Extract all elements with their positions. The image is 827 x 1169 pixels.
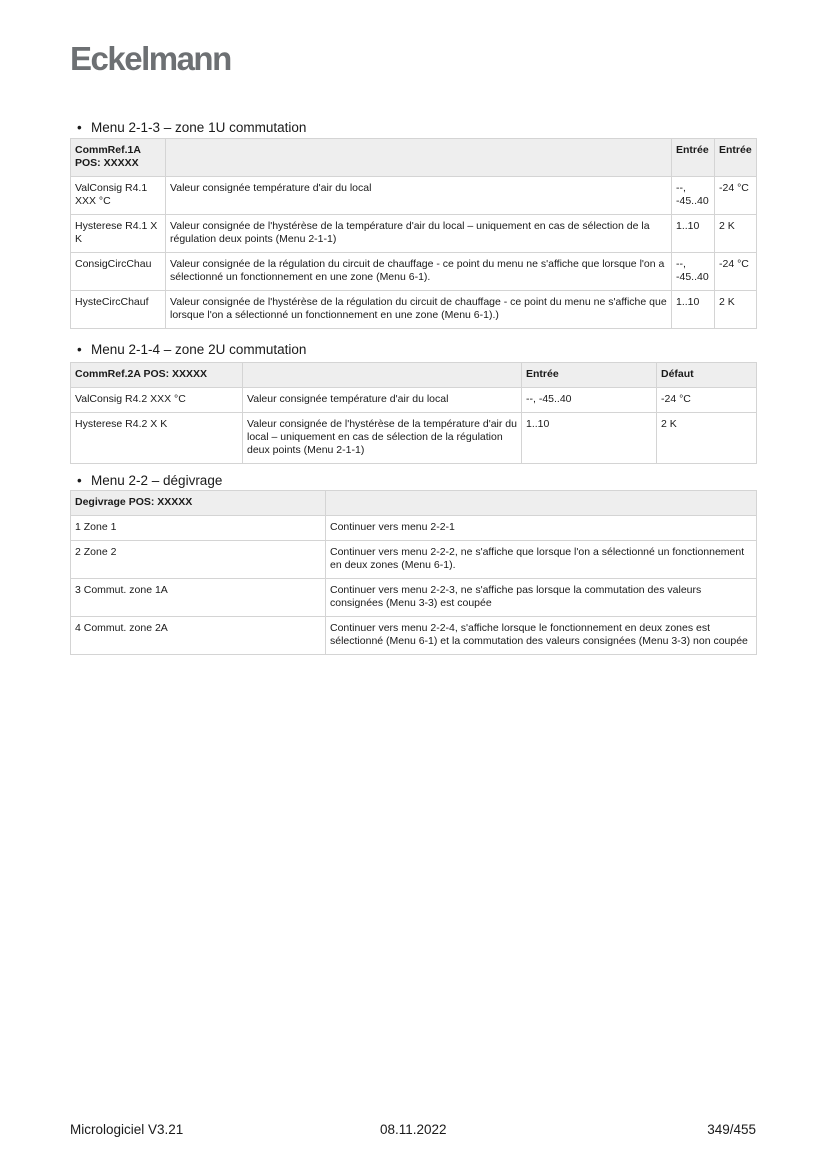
table-row: [71, 215, 757, 253]
header-cell: CommRef.1A POS: XXXXX: [71, 139, 166, 177]
table-cell: Continuer vers menu 2-2-3, ne s'affiche pas lorsque la commutation des valeurs consignées (Menu 3-3) est coupée: [326, 579, 757, 617]
header-cell: Degivrage POS: XXXXX: [71, 491, 326, 516]
table-cell: HysteCircChauf: [71, 291, 166, 329]
section-title-menu-2-1-3: • Menu 2-1-3 – zone 1U commutation: [77, 120, 307, 135]
table-cell: Valeur consignée température d'air du local: [243, 388, 522, 413]
table-row: [71, 579, 757, 617]
table-menu-2-2: [70, 490, 757, 655]
table-row: [71, 291, 757, 329]
header-cell: [166, 139, 672, 177]
table-cell: --, -45..40: [672, 177, 715, 215]
table-cell: ValConsig R4.2 XXX °C: [71, 388, 243, 413]
table-cell: Valeur consignée température d'air du local: [166, 177, 672, 215]
table-cell: -24 °C: [657, 388, 757, 413]
table-row: [71, 253, 757, 291]
table-header-row: [71, 139, 757, 177]
header-cell: Défaut: [657, 363, 757, 388]
table-cell: 2 K: [657, 413, 757, 464]
table-cell: Hysterese R4.1 X K: [71, 215, 166, 253]
table-cell: 1..10: [672, 291, 715, 329]
table-cell: Valeur consignée de l'hystérèse de la température d'air du local – uniquement en cas de sélection de la régulation deux points (Menu 2-1-1): [166, 215, 672, 253]
table-cell: -24 °C: [715, 253, 757, 291]
table-header-row: [71, 363, 757, 388]
table-cell: Valeur consignée de l'hystérèse de la température d'air du local – uniquement en cas de sélection de la régulation deux points (Menu 2-1-1): [243, 413, 522, 464]
table-cell: Hysterese R4.2 X K: [71, 413, 243, 464]
header-cell: Entrée: [715, 139, 757, 177]
table-cell: Valeur consignée de l'hystérèse de la régulation du circuit de chauffage - ce point du menu ne s'affiche que lorsque l'on a sélectionné un fonctionnement en une zone (Menu 6-1).): [166, 291, 672, 329]
table-cell: Continuer vers menu 2-2-2, ne s'affiche que lorsque l'on a sélectionné un fonctionnement en deux zones (Menu 6-1).: [326, 541, 757, 579]
table-cell: --, -45..40: [672, 253, 715, 291]
table-row: [71, 388, 757, 413]
table-header-row: [71, 491, 757, 516]
table-cell: -24 °C: [715, 177, 757, 215]
table-cell: 1..10: [672, 215, 715, 253]
table-menu-2-1-4: [70, 362, 757, 464]
table-row: [71, 177, 757, 215]
footer-page-number: 349/455: [707, 1122, 756, 1137]
table-cell: 3 Commut. zone 1A: [71, 579, 326, 617]
header-cell: CommRef.2A POS: XXXXX: [71, 363, 243, 388]
header-cell: Entrée: [522, 363, 657, 388]
table-cell: 1..10: [522, 413, 657, 464]
table-cell: 2 Zone 2: [71, 541, 326, 579]
table-cell: Valeur consignée de la régulation du circuit de chauffage - ce point du menu ne s'affiche que lorsque l'on a sélectionné un fonctionnement en une zone (Menu 6-1).: [166, 253, 672, 291]
footer-date: 08.11.2022: [380, 1122, 447, 1137]
table-cell: 2 K: [715, 215, 757, 253]
section-title-menu-2-2: • Menu 2-2 – dégivrage: [77, 473, 223, 488]
header-cell: [326, 491, 757, 516]
section-title-menu-2-1-4: • Menu 2-1-4 – zone 2U commutation: [77, 342, 307, 357]
table-cell: 4 Commut. zone 2A: [71, 617, 326, 655]
table-cell: 2 K: [715, 291, 757, 329]
table-row: [71, 413, 757, 464]
table-row: [71, 541, 757, 579]
company-logo: Eckelmann: [70, 40, 231, 77]
table-cell: ValConsig R4.1 XXX °C: [71, 177, 166, 215]
table-cell: 1 Zone 1: [71, 516, 326, 541]
table-row: [71, 617, 757, 655]
table-cell: ConsigCircChau: [71, 253, 166, 291]
table-cell: --, -45..40: [522, 388, 657, 413]
header-cell: Entrée: [672, 139, 715, 177]
footer-firmware-version: Micrologiciel V3.21: [70, 1122, 184, 1137]
table-cell: Continuer vers menu 2-2-1: [326, 516, 757, 541]
table-menu-2-1-3: [70, 138, 757, 329]
header-cell: [243, 363, 522, 388]
table-cell: Continuer vers menu 2-2-4, s'affiche lorsque le fonctionnement en deux zones est sélectionné (Menu 6-1) et la commutation des valeurs consignées (Menu 3-3) non coupée: [326, 617, 757, 655]
table-row: [71, 516, 757, 541]
